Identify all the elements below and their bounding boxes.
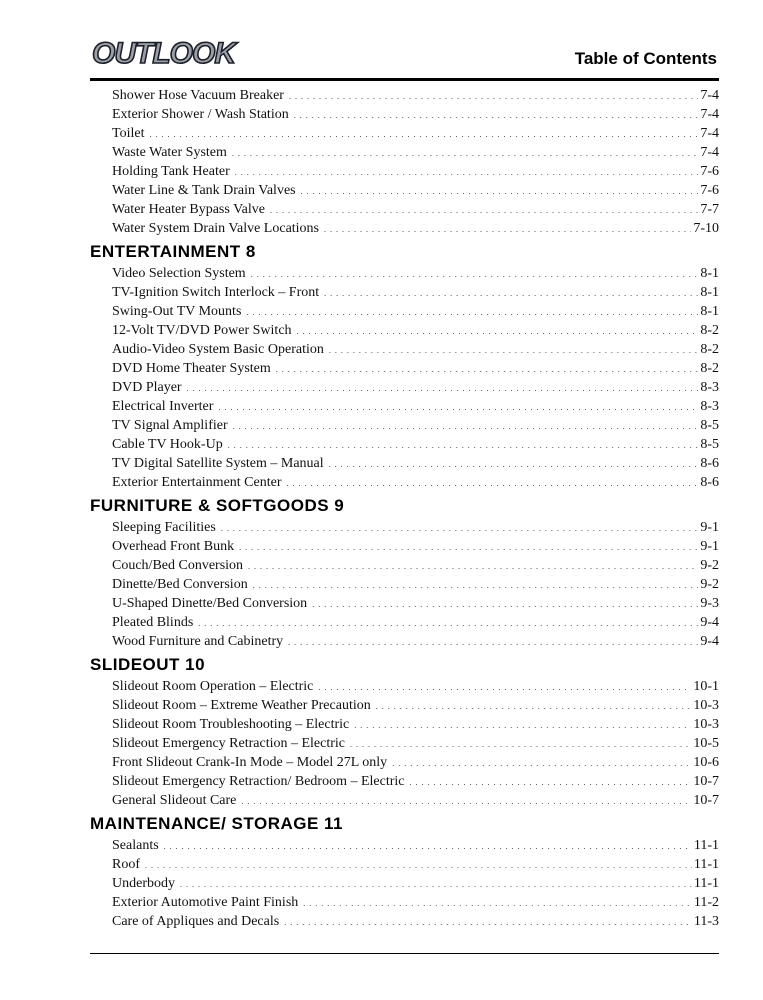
toc-entry-title: Slideout Room – Extreme Weather Precaution xyxy=(112,698,371,713)
toc-entry-title: Underbody xyxy=(112,876,175,891)
toc-entry-page: 8-2 xyxy=(700,342,719,357)
toc-entry-page: 9-1 xyxy=(700,539,719,554)
toc-entry-page: 7-4 xyxy=(700,88,719,103)
toc-entry-title: Front Slideout Crank-In Mode – Model 27L only xyxy=(112,755,388,770)
dot-leader xyxy=(392,753,691,773)
toc-entry-title: Slideout Emergency Retraction/ Bedroom – Electric xyxy=(112,774,405,789)
toc-entry[interactable] xyxy=(90,397,719,416)
toc-entry-title: Dinette/Bed Conversion xyxy=(112,577,248,592)
toc-entry-page: 10-6 xyxy=(693,755,719,770)
dot-leader xyxy=(354,715,691,735)
toc-entry-title: Roof xyxy=(112,857,140,872)
dot-leader xyxy=(187,378,699,398)
dot-leader xyxy=(241,791,691,811)
page-header xyxy=(0,0,763,82)
toc-entry-title: Exterior Shower / Wash Station xyxy=(112,107,289,122)
toc-entry-page: 11-2 xyxy=(693,895,719,910)
dot-leader xyxy=(164,836,692,856)
toc-entry-title: Swing-Out TV Mounts xyxy=(112,304,242,319)
toc-entry-title: Electrical Inverter xyxy=(112,399,214,414)
section-heading[interactable]: MAINTENANCE/ STORAGE 11 xyxy=(90,814,344,833)
toc-entry-title: Water System Drain Valve Locations xyxy=(112,221,320,236)
dot-leader xyxy=(221,518,699,538)
toc-entry-title: Toilet xyxy=(112,126,145,141)
toc-entry-page: 8-2 xyxy=(700,361,719,376)
toc-entry-title: Sleeping Facilities xyxy=(112,520,216,535)
toc-entry-page: 9-4 xyxy=(700,634,719,649)
toc-entry-title: TV-Ignition Switch Interlock – Front xyxy=(112,285,320,300)
dot-leader xyxy=(289,86,698,106)
toc-entry-title: Shower Hose Vacuum Breaker xyxy=(112,88,284,103)
toc-entry-title: TV Signal Amplifier xyxy=(112,418,228,433)
toc-entry-page: 7-6 xyxy=(700,183,719,198)
section-heading[interactable]: SLIDEOUT 10 xyxy=(90,655,206,674)
dot-leader xyxy=(318,677,691,697)
dot-leader xyxy=(324,283,698,303)
dot-leader xyxy=(376,696,692,716)
dot-leader xyxy=(198,613,698,633)
toc-entry-title: DVD Home Theater System xyxy=(112,361,271,376)
toc-entry[interactable] xyxy=(90,454,719,473)
toc-entry[interactable] xyxy=(90,575,719,594)
dot-leader xyxy=(284,912,692,932)
dot-leader xyxy=(329,340,698,360)
header-divider xyxy=(90,78,719,81)
toc-entry-page: 7-4 xyxy=(700,107,719,122)
toc-entry-page: 10-3 xyxy=(693,717,719,732)
toc-entry-page: 9-4 xyxy=(700,615,719,630)
dot-leader xyxy=(270,200,698,220)
toc-entry[interactable] xyxy=(90,537,719,556)
toc-entry[interactable] xyxy=(90,696,719,715)
toc-entry-title: Pleated Blinds xyxy=(112,615,194,630)
toc-entry-page: 7-10 xyxy=(693,221,719,236)
toc-entry-title: Holding Tank Heater xyxy=(112,164,230,179)
toc-entry-page: 8-5 xyxy=(700,437,719,452)
dot-leader xyxy=(303,893,692,913)
dot-leader xyxy=(246,302,698,322)
toc-entry[interactable] xyxy=(90,86,719,105)
section-heading[interactable]: ENTERTAINMENT 8 xyxy=(90,242,256,261)
toc-entry[interactable] xyxy=(90,874,719,893)
toc-entry-page: 8-1 xyxy=(700,266,719,281)
toc-entry-title: Care of Appliques and Decals xyxy=(112,914,280,929)
toc-entry[interactable] xyxy=(90,912,719,931)
toc-entry-page: 10-3 xyxy=(693,698,719,713)
dot-leader xyxy=(294,105,699,125)
page-title: Table of Contents xyxy=(574,49,717,68)
dot-leader xyxy=(276,359,699,379)
toc-entry[interactable] xyxy=(90,435,719,454)
toc-entry[interactable] xyxy=(90,715,719,734)
dot-leader xyxy=(251,264,699,284)
section-heading[interactable]: FURNITURE & SOFTGOODS 9 xyxy=(90,496,345,515)
toc-entry-title: Water Heater Bypass Valve xyxy=(112,202,265,217)
dot-leader xyxy=(312,594,698,614)
dot-leader xyxy=(145,855,692,875)
toc-entry-title: Slideout Room Operation – Electric xyxy=(112,679,314,694)
toc-entry[interactable] xyxy=(90,791,719,810)
toc-section xyxy=(90,653,719,810)
toc-entry[interactable] xyxy=(90,124,719,143)
dot-leader xyxy=(180,874,692,894)
toc-entry-title: Audio-Video System Basic Operation xyxy=(112,342,324,357)
toc-entry-title: Slideout Room Troubleshooting – Electric xyxy=(112,717,350,732)
dot-leader xyxy=(324,219,691,239)
toc-entry-title: Exterior Automotive Paint Finish xyxy=(112,895,299,910)
toc-entry-title: Couch/Bed Conversion xyxy=(112,558,244,573)
toc-entry[interactable] xyxy=(90,855,719,874)
toc-entry-page: 7-6 xyxy=(700,164,719,179)
toc-entry-page: 11-1 xyxy=(693,838,719,853)
toc-entry[interactable] xyxy=(90,556,719,575)
svg-text:OUTLOOK: OUTLOOK xyxy=(92,37,235,70)
toc-entry-title: 12-Volt TV/DVD Power Switch xyxy=(112,323,292,338)
toc-entry[interactable] xyxy=(90,105,719,124)
toc-entry[interactable] xyxy=(90,143,719,162)
toc-entry[interactable] xyxy=(90,340,719,359)
toc-entry-page: 8-5 xyxy=(700,418,719,433)
toc-section xyxy=(90,240,719,492)
toc-entry[interactable] xyxy=(90,753,719,772)
toc-entry[interactable] xyxy=(90,264,719,283)
toc-entry-title: Exterior Entertainment Center xyxy=(112,475,282,490)
toc-entry[interactable] xyxy=(90,518,719,537)
toc-entry-title: TV Digital Satellite System – Manual xyxy=(112,456,324,471)
dot-leader xyxy=(232,143,698,163)
toc-entry-page: 8-6 xyxy=(700,475,719,490)
toc-entry-page: 7-4 xyxy=(700,145,719,160)
toc-entry-page: 8-2 xyxy=(700,323,719,338)
toc-entry[interactable] xyxy=(90,219,719,238)
dot-leader xyxy=(149,124,698,144)
toc-entry-title: Video Selection System xyxy=(112,266,246,281)
dot-leader xyxy=(329,454,699,474)
dot-leader xyxy=(218,397,698,417)
toc-entry-page: 11-1 xyxy=(693,876,719,891)
dot-leader xyxy=(253,575,699,595)
toc-section xyxy=(90,494,719,651)
toc-entry-page: 11-3 xyxy=(693,914,719,929)
toc-entry-title: Slideout Emergency Retraction – Electric xyxy=(112,736,345,751)
toc-entry[interactable] xyxy=(90,613,719,632)
dot-leader xyxy=(228,435,699,455)
dot-leader xyxy=(248,556,698,576)
toc-entry-page: 8-1 xyxy=(700,304,719,319)
toc-entry[interactable] xyxy=(90,632,719,651)
toc-entry-title: DVD Player xyxy=(112,380,182,395)
dot-leader xyxy=(239,537,698,557)
toc-entry-page: 9-3 xyxy=(700,596,719,611)
toc-entry-page: 10-5 xyxy=(693,736,719,751)
toc-entry-title: Sealants xyxy=(112,838,159,853)
dot-leader xyxy=(287,473,699,493)
toc-entry-page: 7-7 xyxy=(700,202,719,217)
toc-entry[interactable] xyxy=(90,893,719,912)
dot-leader xyxy=(301,181,699,201)
table-of-contents xyxy=(90,86,719,931)
toc-entry[interactable] xyxy=(90,836,719,855)
outlook-logo xyxy=(88,30,268,74)
toc-entry[interactable] xyxy=(90,734,719,753)
toc-entry[interactable] xyxy=(90,321,719,340)
toc-entry[interactable] xyxy=(90,162,719,181)
toc-entry[interactable] xyxy=(90,677,719,696)
toc-entry-page: 10-7 xyxy=(693,774,719,789)
toc-entry-title: Waste Water System xyxy=(112,145,227,160)
toc-entry[interactable] xyxy=(90,302,719,321)
toc-entry-page: 8-3 xyxy=(700,399,719,414)
toc-entry-page: 8-6 xyxy=(700,456,719,471)
toc-entry-page: 11-1 xyxy=(693,857,719,872)
toc-entry[interactable] xyxy=(90,594,719,613)
toc-entry-page: 9-1 xyxy=(700,520,719,535)
toc-entry-page: 9-2 xyxy=(700,558,719,573)
dot-leader xyxy=(235,162,699,182)
toc-entry-page: 10-7 xyxy=(693,793,719,808)
footer-divider xyxy=(90,953,719,954)
toc-entry-title: U-Shaped Dinette/Bed Conversion xyxy=(112,596,308,611)
toc-entry-page: 7-4 xyxy=(700,126,719,141)
dot-leader xyxy=(233,416,699,436)
toc-entry[interactable] xyxy=(90,200,719,219)
toc-entry-title: Overhead Front Bunk xyxy=(112,539,235,554)
toc-entry[interactable] xyxy=(90,473,719,492)
toc-entry-page: 10-1 xyxy=(693,679,719,694)
toc-entry[interactable] xyxy=(90,181,719,200)
toc-entry-title: General Slideout Care xyxy=(112,793,237,808)
toc-entry-page: 8-3 xyxy=(700,380,719,395)
toc-entry-title: Wood Furniture and Cabinetry xyxy=(112,634,284,649)
toc-entry[interactable] xyxy=(90,378,719,397)
toc-section xyxy=(90,812,719,931)
toc-entry[interactable] xyxy=(90,359,719,378)
toc-entry-page: 9-2 xyxy=(700,577,719,592)
dot-leader xyxy=(297,321,699,341)
dot-leader xyxy=(288,632,698,652)
toc-entry-title: Cable TV Hook-Up xyxy=(112,437,223,452)
dot-leader xyxy=(350,734,691,754)
toc-entry-title: Water Line & Tank Drain Valves xyxy=(112,183,296,198)
dot-leader xyxy=(410,772,692,792)
toc-entry-page: 8-1 xyxy=(700,285,719,300)
toc-entry[interactable] xyxy=(90,283,719,302)
toc-entry[interactable] xyxy=(90,416,719,435)
toc-entry[interactable] xyxy=(90,772,719,791)
